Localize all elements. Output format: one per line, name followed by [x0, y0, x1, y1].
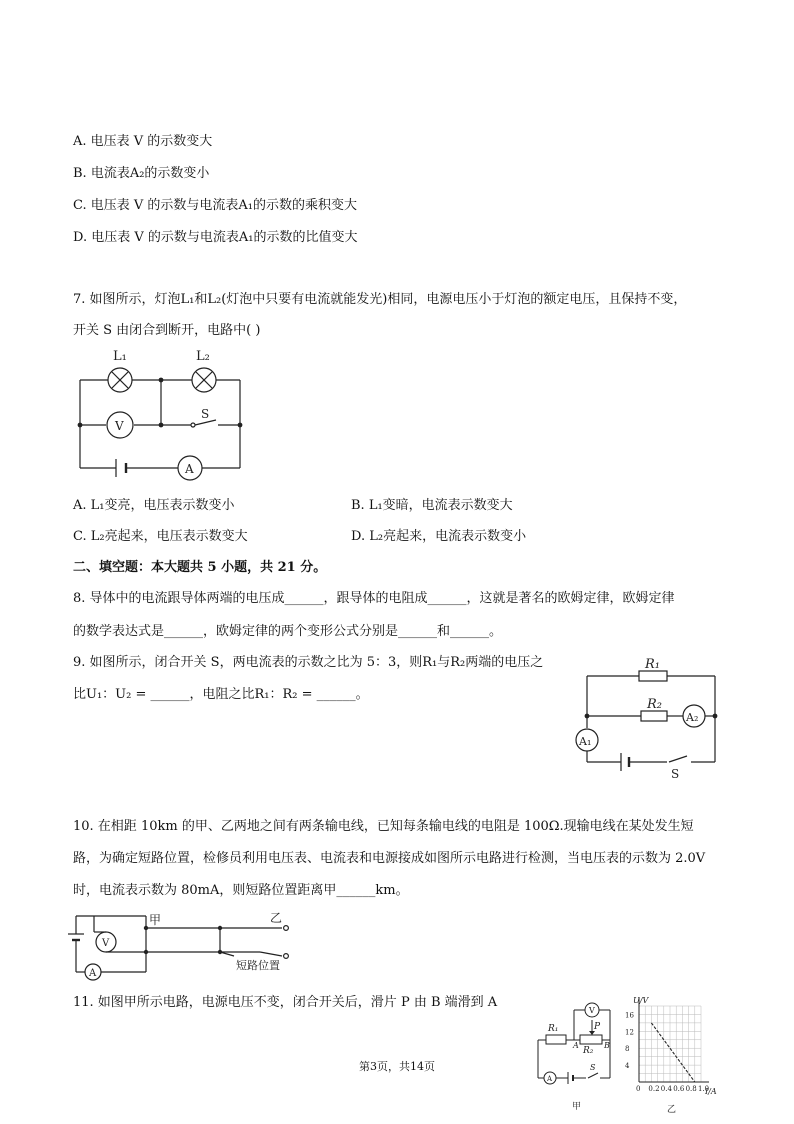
y-axis-label: U/V	[633, 996, 649, 1005]
q7-circuit-diagram	[70, 346, 260, 476]
voltmeter-symbol: V	[115, 419, 124, 433]
label-jia: 甲	[149, 913, 162, 927]
q7-option-d: D. L₂亮起来，电流表示数变小	[351, 529, 527, 544]
ammeter-symbol: A	[89, 968, 97, 979]
label-jia: 甲	[572, 1102, 582, 1112]
y-tick-label: 4	[625, 1062, 630, 1071]
q8-stem-line2: 的数学表达式是______，欧姆定律的两个变形公式分别是______和______。	[73, 624, 503, 639]
ammeter-A2-symbol: A₂	[686, 711, 699, 724]
q7-stem-line1: 7. 如图所示，灯泡L₁和L₂(灯泡中只要有电流就能发光)相同，电源电压小于灯泡的额定电压，且保持不变，	[73, 292, 687, 307]
q10-circuit-diagram	[72, 906, 312, 981]
label-end-A: A	[573, 1041, 579, 1050]
label-L1: L₁	[113, 349, 127, 364]
page-footer: 第3页，共14页	[359, 1060, 435, 1073]
label-R2: R₂	[583, 1046, 594, 1056]
x-tick-label: 0.2	[648, 1085, 660, 1093]
q10-stem-line1: 10. 在相距 10km 的甲、乙两地之间有两条输电线，已知每条输电线的电阻是 100Ω.现输电线在某处发生短	[73, 819, 694, 834]
ammeter-A1-symbol: A₁	[579, 735, 592, 748]
label-yi: 乙	[270, 911, 283, 925]
x-tick-label: 0.6	[673, 1085, 685, 1093]
q11-stem-line1: 11. 如图甲所示电路，电源电压不变，闭合开关后，滑片 P 由 B 端滑到 A	[73, 995, 498, 1010]
q7-option-b: B. L₁变暗，电流表示数变大	[351, 498, 513, 513]
label-S: S	[590, 1063, 596, 1072]
x-tick-label: 0	[636, 1085, 641, 1093]
q7-stem-line2: 开关 S 由闭合到断开，电路中( )	[73, 323, 261, 338]
label-R1: R₁	[548, 1024, 559, 1034]
q6-option-d: D. 电压表 V 的示数与电流表A₁的示数的比值变大	[73, 230, 358, 245]
q10-stem-line3: 时，电流表示数为 80mA，则短路位置距离甲______km。	[73, 883, 409, 898]
q9-stem-line1: 9. 如图所示，闭合开关 S，两电流表的示数之比为 5：3，则R₁与R₂两端的电压之	[73, 655, 544, 670]
x-axis-label: I/A	[705, 1087, 717, 1096]
x-tick-label: 1.0	[698, 1085, 710, 1093]
label-yi: 乙	[667, 1105, 677, 1115]
q9-circuit-diagram	[575, 654, 725, 784]
q6-option-a: A. 电压表 V 的示数变大	[73, 134, 213, 149]
q7-option-a: A. L₁变亮，电压表示数变小	[73, 498, 235, 513]
y-tick-label: 8	[625, 1045, 630, 1054]
label-R1: R₁	[645, 657, 660, 672]
q7-option-c: C. L₂亮起来，电压表示数变大	[73, 529, 248, 544]
y-tick-label: 12	[625, 1028, 634, 1037]
x-tick-label: 0.4	[660, 1085, 672, 1093]
q6-option-b: B. 电流表A₂的示数变小	[73, 166, 210, 181]
label-R2: R₂	[647, 697, 662, 712]
label-end-B: B	[604, 1041, 610, 1050]
label-L2: L₂	[196, 349, 210, 364]
q11-ui-graph	[625, 994, 720, 1118]
y-tick-label: 16	[625, 1011, 634, 1020]
voltmeter-symbol: V	[589, 1006, 595, 1015]
section-heading: 二、填空题：本大题共 5 小题，共 21 分。	[73, 560, 327, 575]
label-S: S	[671, 767, 680, 781]
label-short-position: 短路位置	[236, 959, 280, 972]
label-S: S	[201, 407, 210, 421]
q9-stem-line2: 比U₁：U₂ = ______，电阻之比R₁：R₂ = ______。	[73, 687, 369, 702]
q6-option-c: C. 电压表 V 的示数与电流表A₁的示数的乘积变大	[73, 198, 358, 213]
ammeter-symbol: A	[547, 1075, 553, 1083]
voltmeter-symbol: V	[102, 938, 110, 949]
q10-stem-line2: 路，为确定短路位置，检修员利用电压表、电流表和电源接成如图所示电路进行检测，当电压表的示数为 2.0V	[73, 851, 706, 866]
label-P: P	[594, 1022, 601, 1032]
ammeter-symbol: A	[185, 462, 194, 476]
x-tick-label: 0.8	[685, 1085, 697, 1093]
q8-stem-line1: 8. 导体中的电流跟导体两端的电压成______，跟导体的电阻成______，这就是著名的欧姆定律，欧姆定律	[73, 591, 675, 606]
